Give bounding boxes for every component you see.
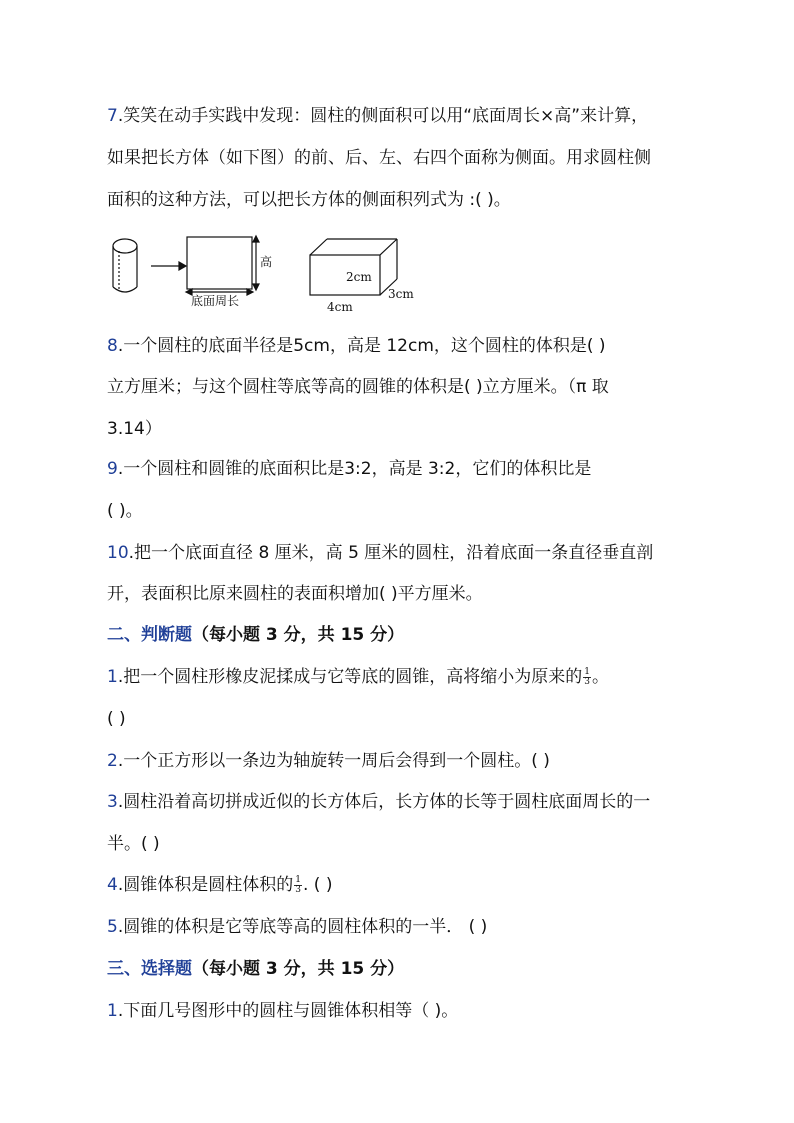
question-number: 4 — [107, 875, 118, 895]
question-number: 1 — [107, 1001, 118, 1021]
question-text: .一个圆柱和圆锥的底面积比是3:2，高是 3:2，它们的体积比是 — [117, 459, 592, 479]
question-number: 5 — [107, 917, 118, 937]
q10-line-2: 开，表面积比原来圆柱的表面积增加( )平方厘米。 — [107, 584, 483, 604]
q8-line-1 — [107, 335, 727, 357]
question-number: 8 — [107, 336, 118, 356]
q8-line-2: 立方厘米；与这个圆柱等底等高的圆锥的体积是( )立方厘米。（π 取 — [107, 377, 609, 397]
tf-1-line-1 — [107, 666, 727, 688]
unrolled-rectangle — [186, 236, 259, 295]
question-text: .把一个圆柱形橡皮泥揉成与它等底的圆锥，高将缩小为原来的 — [117, 667, 583, 687]
question-number: 10 — [107, 543, 129, 563]
mc-1-line-1 — [107, 1000, 727, 1022]
fraction-numerator: 1 — [584, 666, 590, 677]
question-text: .一个圆柱的底面半径是5cm，高是 12cm，这个圆柱的体积是( ) — [117, 336, 606, 356]
question-number: 7 — [107, 106, 118, 126]
dimension-4cm-label: 4cm — [327, 300, 353, 314]
fraction — [294, 876, 302, 895]
fraction-numerator: 1 — [295, 874, 301, 885]
tf-1-line-2: ( ) — [107, 709, 126, 729]
question-tail: . ( ) — [302, 875, 333, 895]
cylinder-drawing — [113, 239, 137, 292]
section-2-heading — [107, 624, 727, 646]
fraction — [583, 668, 591, 687]
tf-4-line-1 — [107, 874, 727, 896]
fraction-denominator: 3 — [584, 676, 590, 687]
question-number: 1 — [107, 667, 118, 687]
q9-line-2: ( )。 — [107, 501, 143, 521]
question-number: 2 — [107, 751, 118, 771]
question-text: .一个正方形以一条边为轴旋转一周后会得到一个圆柱。( ) — [117, 751, 550, 771]
question-text: .下面几号图形中的圆柱与圆锥体积相等（ )。 — [117, 1001, 459, 1021]
q7-line-2: 如果把长方体（如下图）的前、后、左、右四个面称为侧面。用求圆柱侧 — [107, 148, 651, 168]
q8-line-3: 3.14） — [107, 419, 162, 439]
tf-5-line-1 — [107, 916, 727, 938]
question-text: .笑笑在动手实践中发现：圆柱的侧面积可以用“底面周长×高”来计算， — [117, 106, 649, 126]
section-title: 三、选择题 — [107, 959, 192, 979]
q9-line-1 — [107, 458, 727, 480]
base-perimeter-label: 底面周长 — [191, 294, 240, 308]
arrow-icon — [151, 262, 186, 270]
question-tail: 。 — [591, 667, 609, 687]
section-score: （每小题 3 分，共 15 分） — [192, 959, 405, 979]
fraction-denominator: 3 — [295, 884, 301, 895]
q7-line-3: 面积的这种方法，可以把长方体的侧面积列式为 :( )。 — [107, 190, 511, 210]
tf-2-line-1 — [107, 750, 727, 772]
question-text: .圆锥体积是圆柱体积的 — [117, 875, 294, 895]
q10-line-1 — [107, 542, 727, 564]
section-score: （每小题 3 分，共 15 分） — [192, 625, 405, 645]
dimension-3cm-label: 3cm — [388, 287, 414, 301]
tf-3-line-1 — [107, 791, 727, 813]
cuboid-drawing — [310, 239, 397, 295]
question-text: .把一个底面直径 8 厘米，高 5 厘米的圆柱，沿着底面一条直径垂直剖 — [128, 543, 654, 563]
tf-3-line-2: 半。( ) — [107, 834, 160, 854]
question-number: 3 — [107, 792, 118, 812]
dimension-2cm-label: 2cm — [346, 270, 372, 284]
section-3-heading — [107, 958, 727, 980]
question-text: .圆锥的体积是它等底等高的圆柱体积的一半． ( ) — [117, 917, 488, 937]
question-text: .圆柱沿着高切拼成近似的长方体后，长方体的长等于圆柱底面周长的一 — [117, 792, 651, 812]
height-label: 高 — [260, 255, 273, 269]
question-number: 9 — [107, 459, 118, 479]
cylinder-cuboid-figure — [105, 225, 435, 325]
q7-line-1 — [107, 105, 727, 127]
section-title: 二、判断题 — [107, 625, 192, 645]
